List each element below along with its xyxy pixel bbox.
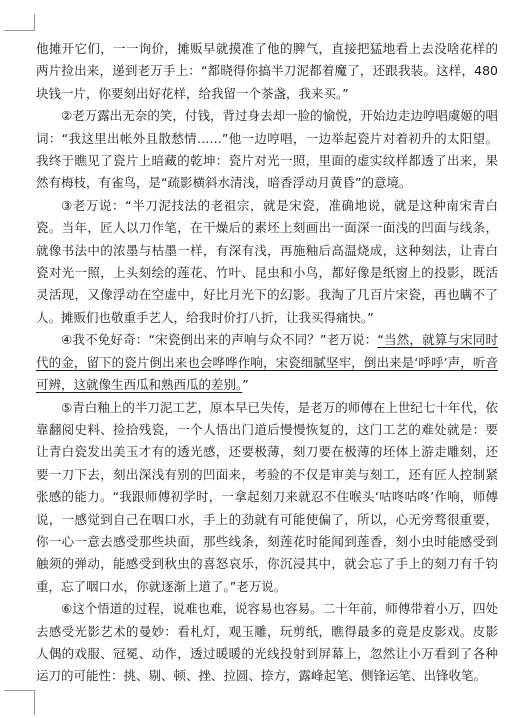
paragraph-5 — [36, 397, 498, 599]
paragraph-text: 他摊开它们，一一询价，摊贩早就摸准了他的脾气，直接把猛地看上去没啥花样的两片捡出来，递到老万手上：“都晓得你搞半刀泥都着魔了，还跟我装。这样，480块钱一片，你要刻出好花样，给我留一个茶盏，我来买。” — [36, 41, 498, 101]
paragraph-1 — [36, 38, 498, 105]
paragraph-text: ” — [242, 377, 249, 393]
paragraph-text: ③老万说：“半刀泥技法的老祖宗，就是宋瓷，准确地说，就是这种南宋青白瓷。当年，匠人以刀作笔，在干燥后的素坯上刻画出一面深一面浅的凹面与线条，就像书法中的浓墨与枯墨一样，有深有浅，再施釉后高温烧成，这种刻法，让青白瓷对光一照，上头刻绘的莲花、竹叶、昆虫和小鸟，都好像是纸窗上的投影，既活灵活现，又像浮动在空虚中，好比月光下的幻影。我淘了几百片宋瓷，再也瞒不了人。摊贩们也敬重手艺人，给我时价打八折，让我买得痛快。” — [36, 197, 498, 325]
paragraph-text: ②老万露出无奈的笑，付钱，背过身去却一脸的愉悦，开始边走边哼唱虞姬的唱词：“我这里出帐外且散愁情……”他一边哼唱，一边举起瓷片对着初升的太阳望。我终于瞧见了瓷片上暗藏的乾坤：瓷片对光一照，里面的虚实纹样都透了出来，果然有梅枝，有雀鸟，是“疏影横斜水清浅，暗香浮动月黄昏”的意境。 — [36, 108, 498, 191]
paragraph-4 — [36, 329, 498, 396]
paragraph-text: ④我不免好奇：“宋瓷倒出来的声响与众不同？”老万说： — [61, 332, 378, 348]
paragraph-3 — [36, 195, 498, 329]
paragraph-6 — [36, 598, 498, 688]
paragraph-text: ⑥这个悟道的过程，说难也难，说容易也容易。二十年前，师傅带着小万，四处去感受光影艺术的曼妙：看札灯，观玉雕，玩剪纸，瞧得最多的竟是皮影戏。皮影人偶的戏服、冠冕、动作，透过暖暖的光线投射到屏幕上，忽然让小万看到了各种运刀的可能性：挑、剔、顿、挫、拉圆、捺方，露峰起笔、侧锋运笔、出锋收笔。 — [36, 601, 498, 684]
document-body — [36, 38, 498, 688]
underlined-text: “当然，就算与宋同时代的金，留下的瓷片倒出来也会哗哗作响，宋瓷细腻坚牢，倒出来是‘呼呼’声，听音可辨，这就像生西瓜和熟西瓜的差别。 — [36, 332, 498, 393]
crop-mark-top-left — [4, 14, 35, 31]
paragraph-text: ⑤青白釉上的半刀泥工艺，原本早已失传，是老万的师傅在上世纪七十年代，依靠翻阅史料、捡拾残瓷，一个人悟出门道后慢慢恢复的，这门工艺的难处就是：要让青白瓷发出美玉才有的透光感，还要极薄，刻刀要在极薄的坯体上游走雕刻，还要一刀下去，刻出深浅有别的凹面来，考验的不仅是审美与刻工，还有匠人控制紧张感的能力。“我跟师傅初学时，一拿起刻刀来就忍不住喉头‘咕咚咕咚’作响，师傅说，一感觉到自己在咽口水，手上的劲就有可能使偏了，所以，心无旁骛很重要，你一心一意去感受那些块面，那些线条，刻莲花时能闻到莲香，刻小虫时能感受到触须的弹动，能感受到秋虫的喜怒哀乐，你沉浸其中，就会忘了手上的刻刀有千钧重，忘了咽口水，你就逐渐上道了。”老万说。 — [36, 399, 498, 594]
paragraph-2 — [36, 105, 498, 195]
crop-mark-bottom-left — [4, 690, 35, 715]
